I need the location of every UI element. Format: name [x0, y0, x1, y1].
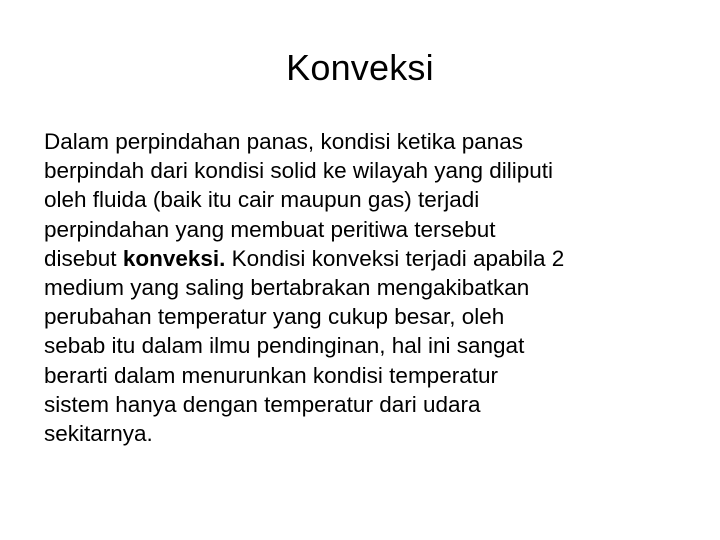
body-line: oleh fluida (baik itu cair maupun gas) terjadi: [44, 187, 480, 213]
body-line: perpindahan yang membuat peritiwa tersebut: [44, 216, 496, 242]
slide-title: Konveksi: [286, 47, 434, 88]
body-text-segment: disebut: [44, 245, 123, 271]
body-line: Dalam perpindahan panas, kondisi ketika panas: [44, 129, 524, 154]
slide-body-text: [44, 127, 704, 448]
body-line: berpindah dari kondisi solid ke wilayah yang diliputi: [44, 158, 554, 184]
body-line: sistem hanya dengan temperatur dari udara: [44, 391, 481, 417]
body-line: sekitarnya.: [44, 421, 153, 447]
body-line: medium yang saling bertabrakan mengakibatkan: [44, 275, 530, 301]
bold-term: konveksi.: [122, 245, 226, 271]
body-line: perubahan temperatur yang cukup besar, oleh: [44, 304, 505, 330]
body-line: berarti dalam menurunkan kondisi temperatur: [44, 362, 498, 388]
body-line-with-term: [44, 244, 704, 273]
body-line: sebab itu dalam ilmu pendinginan, hal ini sangat: [44, 333, 525, 359]
body-text-segment: Kondisi konveksi terjadi apabila 2: [225, 245, 565, 271]
